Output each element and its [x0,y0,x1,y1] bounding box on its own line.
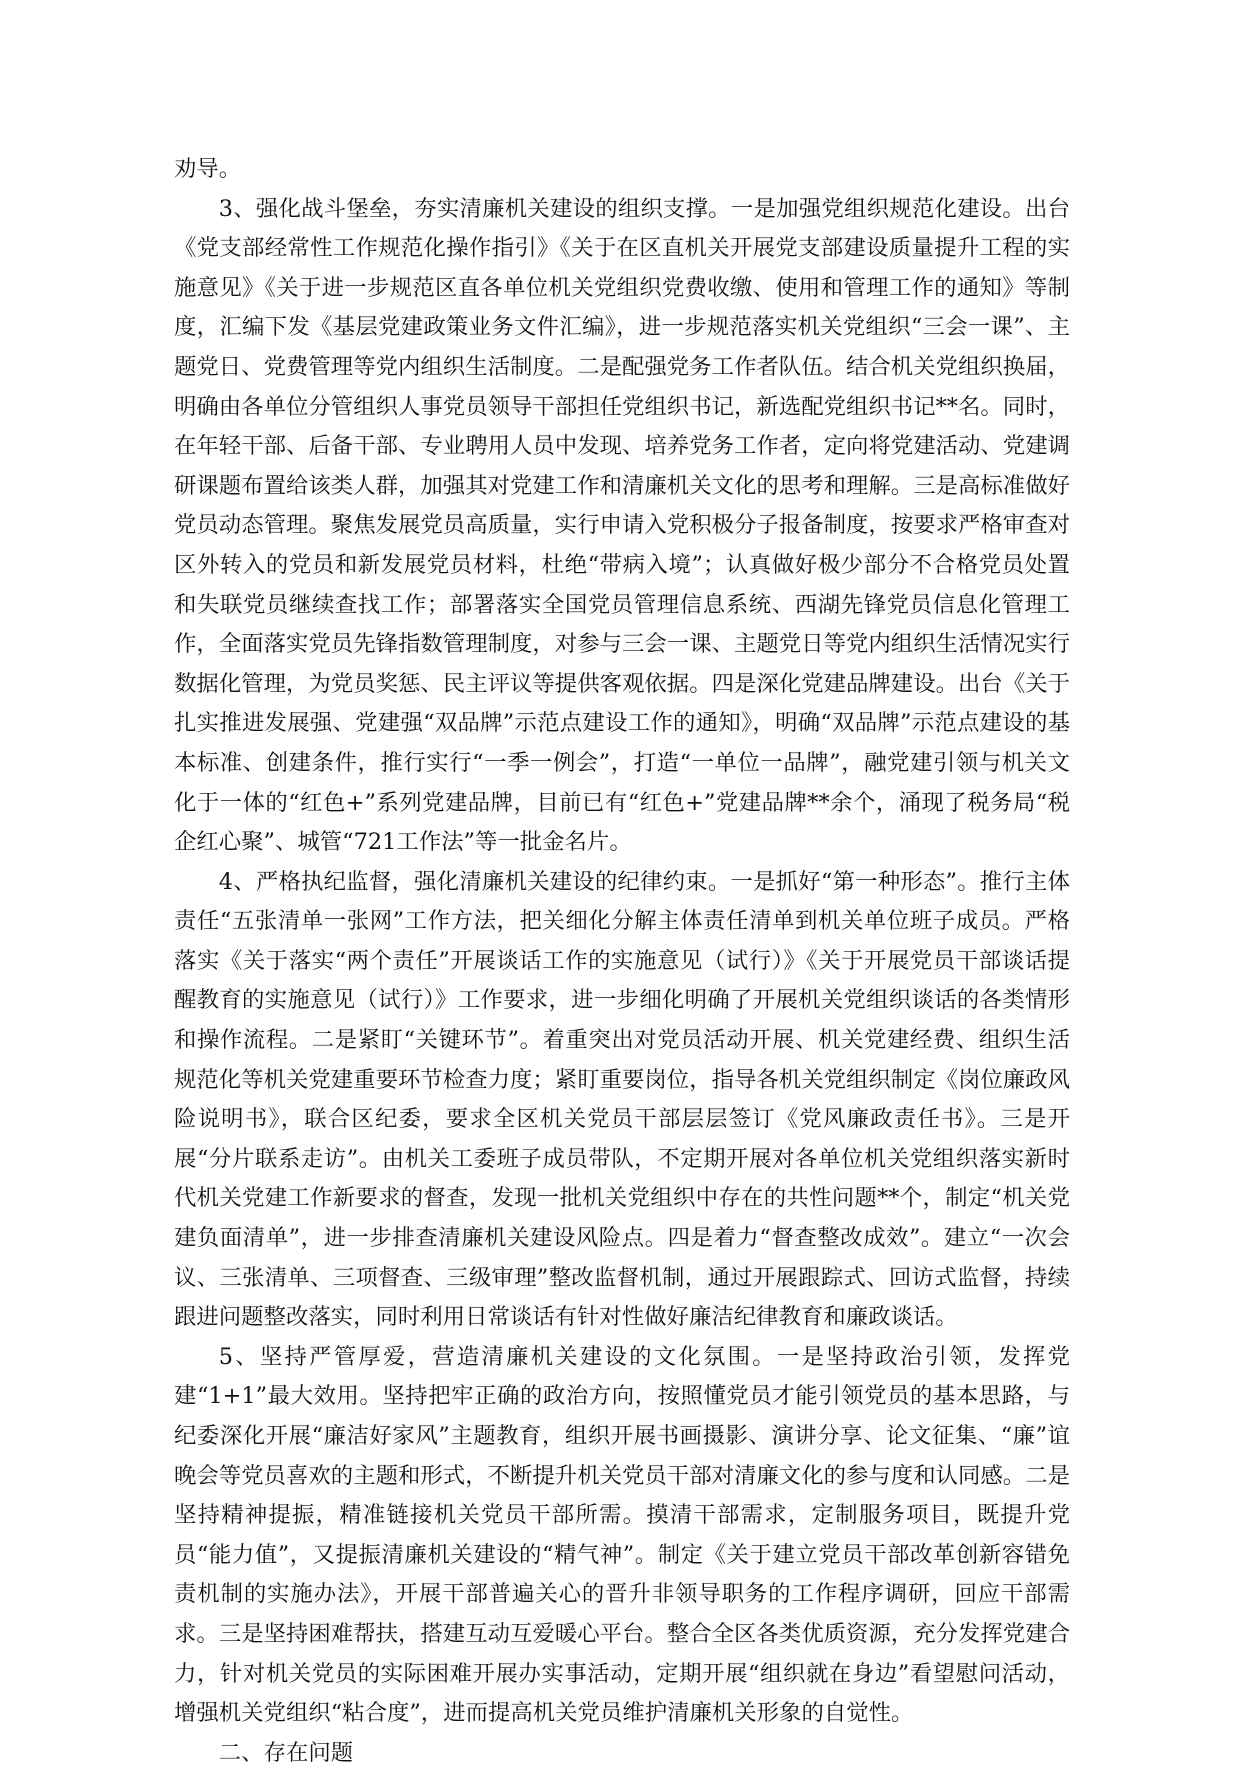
document-page [174,150,1070,1773]
section-5-paragraph: 5、坚持严管厚爱，营造清廉机关建设的文化氛围。一是坚持政治引领，发挥党建“1+1”最大效用。坚持把牢正确的政治方向，按照懂党员才能引领党员的基本思路，与纪委深化开展“廉洁好家风”主题教育，组织开展书画摄影、演讲分享、论文征集、“廉”谊晚会等党员喜欢的主题和形式，不断提升机关党员干部对清廉文化的参与度和认同感。二是坚持精神提振，精准链接机关党员干部所需。摸清干部需求，定制服务项目，既提升党员“能力值”，又提振清廉机关建设的“精气神”。制定《关于建立党员干部改革创新容错免责机制的实施办法》，开展干部普遍关心的晋升非领导职务的工作程序调研，回应干部需求。三是坚持困难帮扶，搭建互动互爱暖心平台。整合全区各类优质资源，充分发挥党建合力，针对机关党员的实际困难开展办实事活动，定期开展“组织就在身边”看望慰问活动，增强机关党组织“粘合度”，进而提高机关党员维护清廉机关形象的自觉性。 [174,1343,1070,1727]
section-3-paragraph: 3、强化战斗堡垒，夯实清廉机关建设的组织支撑。一是加强党组织规范化建设。出台《党支部经常性工作规范化操作指引》《关于在区直机关开展党支部建设质量提升工程的实施意见》《关于进一步规范区直各单位机关党组织党费收缴、使用和管理工作的通知》等制度，汇编下发《基层党建政策业务文件汇编》，进一步规范落实机关党组织“三会一课”、主题党日、党费管理等党内组织生活制度。二是配强党务工作者队伍。结合机关党组织换届，明确由各单位分管组织人事党员领导干部担任党组织书记，新选配党组织书记**名。同时，在年轻干部、后备干部、专业聘用人员中发现、培养党务工作者，定向将党建活动、党建调研课题布置给该类人群，加强其对党建工作和清廉机关文化的思考和理解。三是高标准做好党员动态管理。聚焦发展党员高质量，实行申请入党积极分子报备制度，按要求严格审查对区外转入的党员和新发展党员材料，杜绝“带病入境”；认真做好极少部分不合格党员处置和失联党员继续查找工作；部署落实全国党员管理信息系统、西湖先锋党员信息化管理工作，全面落实党员先锋指数管理制度，对参与三会一课、主题党日等党内组织生活情况实行数据化管理，为党员奖惩、民主评议等提供客观依据。四是深化党建品牌建设。出台《关于扎实推进发展强、党建强“双品牌”示范点建设工作的通知》，明确“双品牌”示范点建设的基本标准、创建条件，推行实行“一季一例会”，打造“一单位一品牌”，融党建引领与机关文化于一体的“红色+”系列党建品牌，目前已有“红色+”党建品牌**余个，涌现了税务局“税企红心聚”、城管“721工作法”等一批金名片。 [174,195,1070,856]
section-heading-problems: 二、存在问题 [218,1739,354,1766]
continuation-paragraph: 劝导。 [174,156,242,182]
section-4-paragraph: 4、严格执纪监督，强化清廉机关建设的纪律约束。一是抓好“第一种形态”。推行主体责任“五张清单一张网”工作方法，把关细化分解主体责任清单到机关单位班子成员。严格落实《关于落实“两个责任”开展谈话工作的实施意见（试行）》《关于开展党员干部谈话提醒教育的实施意见（试行）》工作要求，进一步细化明确了开展机关党组织谈话的各类情形和操作流程。二是紧盯“关键环节”。着重突出对党员活动开展、机关党建经费、组织生活规范化等机关党建重要环节检查力度；紧盯重要岗位，指导各机关党组织制定《岗位廉政风险说明书》，联合区纪委，要求全区机关党员干部层层签订《党风廉政责任书》。三是开展“分片联系走访”。由机关工委班子成员带队，不定期开展对各单位机关党组织落实新时代机关党建工作新要求的督查，发现一批机关党组织中存在的共性问题**个，制定“机关党建负面清单”，进一步排查清廉机关建设风险点。四是着力“督查整改成效”。建立“一次会议、三张清单、三项督查、三级审理”整改监督机制，通过开展跟踪式、回访式监督，持续跟进问题整改落实，同时利用日常谈话有针对性做好廉洁纪律教育和廉政谈话。 [174,868,1070,1331]
